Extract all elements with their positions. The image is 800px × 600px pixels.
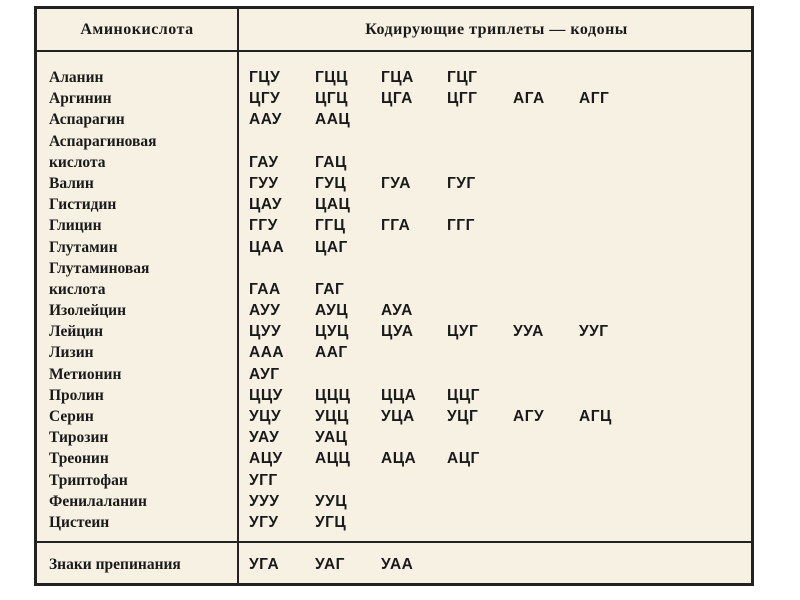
codon-list (249, 215, 513, 236)
amino-acid-name: Валин (49, 174, 94, 192)
codon: АГГ (579, 90, 610, 108)
amino-acid-name: Глутамин (49, 238, 118, 256)
codon: ЦУГ (447, 323, 479, 341)
codon-list (249, 152, 381, 173)
codon: АЦА (381, 450, 417, 468)
codon: УУЦ (315, 492, 348, 510)
codon: ЦАЦ (315, 196, 351, 214)
table-row (37, 448, 751, 469)
codon: ААЦ (315, 111, 351, 129)
codon-list (249, 364, 315, 385)
codon: ГЦЦ (315, 69, 348, 86)
codon: ЦЦГ (447, 386, 480, 404)
table-row (37, 67, 751, 88)
table-row (37, 194, 751, 215)
codon: УАУ (249, 429, 280, 447)
amino-acid-name: Аланин (49, 69, 104, 86)
codon-list (249, 448, 513, 469)
codon: ГУУ (249, 174, 279, 192)
codon: УЦУ (249, 408, 282, 425)
codon-list (249, 512, 381, 533)
codon: ЦУЦ (315, 323, 349, 341)
amino-acid-name: Глицин (49, 217, 102, 235)
codon: ЦЦЦ (315, 386, 351, 404)
codon: АУА (381, 302, 413, 320)
codon: ГУГ (447, 174, 476, 192)
amino-acid-name: Триптофан (49, 471, 128, 489)
codon: ААГ (315, 344, 348, 362)
codon: ЦЦА (381, 386, 417, 404)
codon: ГАЦ (315, 153, 347, 171)
codon: ЦАУ (249, 196, 283, 214)
codon: УУГ (579, 323, 609, 341)
amino-acid-name: Тирозин (49, 429, 109, 447)
codon: ЦАА (249, 238, 285, 256)
codon: АГА (513, 90, 545, 108)
amino-acid-name: Гистидин (49, 196, 117, 214)
amino-acid-name: кислота (49, 280, 106, 298)
codon: УУА (513, 323, 544, 341)
codon: ГАГ (315, 280, 345, 298)
table-row (37, 173, 751, 194)
codon: АЦГ (447, 450, 480, 468)
codon-list (249, 173, 513, 194)
codon: УГЦ (315, 513, 347, 531)
header-divider (37, 50, 751, 52)
codon: ААА (249, 344, 285, 362)
codon: УУУ (249, 492, 280, 510)
stop-codon: УАГ (315, 556, 345, 573)
codon-list (249, 194, 381, 215)
table-row (37, 364, 751, 385)
table-row (37, 300, 751, 321)
table-row (37, 321, 751, 342)
amino-acid-name: Лизин (49, 344, 94, 362)
stop-codon: УАА (381, 556, 414, 573)
table-row (37, 491, 751, 512)
table-row (37, 406, 751, 427)
amino-acid-name: Цистеин (49, 513, 110, 531)
codon: ГУА (381, 174, 411, 192)
codon: ГЦУ (249, 69, 281, 86)
codon: АГУ (513, 408, 545, 425)
codon-list (249, 342, 381, 363)
stop-codon: УГА (249, 556, 280, 573)
codon: ЦГУ (249, 90, 281, 108)
codon: ЦГЦ (315, 90, 348, 108)
header-amino-acid: Аминокислота (80, 20, 194, 38)
codon: ЦГГ (447, 90, 478, 108)
codon-list (249, 88, 645, 109)
codon: АУЦ (315, 302, 349, 320)
table-row (37, 427, 751, 448)
codon: ГАА (249, 280, 281, 298)
codon-list (249, 321, 645, 342)
codon: ГГЦ (315, 217, 346, 235)
amino-acid-name: Лейцин (49, 323, 104, 341)
amino-acid-name: Метионин (49, 365, 122, 383)
codon: УЦА (381, 408, 415, 425)
amino-acid-name: Серин (49, 408, 94, 425)
codon: ЦАГ (315, 238, 348, 256)
codon-list (249, 406, 645, 427)
codon: ЦУУ (249, 323, 282, 341)
table-row (37, 512, 751, 533)
codon: АГЦ (579, 408, 612, 425)
codon-list (249, 237, 381, 258)
table-row (37, 279, 751, 300)
table-row (37, 258, 751, 279)
codon-table (34, 6, 754, 586)
codon: УГУ (249, 513, 279, 531)
codon: УЦЦ (315, 408, 349, 425)
table-row (37, 470, 751, 491)
stop-codons-row (37, 545, 751, 587)
stop-codons-list (249, 545, 447, 585)
table-row (37, 131, 751, 152)
codon: ГЦГ (447, 69, 478, 86)
codon-list (249, 300, 447, 321)
amino-acid-name: Фенилаланин (49, 492, 147, 510)
table-row (37, 109, 751, 130)
header-codons: Кодирующие триплеты — кодоны (365, 20, 628, 38)
amino-acid-name: Пролин (49, 386, 104, 404)
amino-acid-name: кислота (49, 153, 106, 171)
amino-acid-name: Аспарагин (49, 111, 125, 129)
amino-acid-name: Глутаминовая (49, 259, 150, 277)
codon: ЦУА (381, 323, 414, 341)
codon: ГГГ (447, 217, 475, 235)
codon-list (249, 427, 381, 448)
amino-acid-name: Аспарагиновая (49, 132, 157, 150)
table-row (37, 237, 751, 258)
codon: АУУ (249, 302, 281, 320)
codon: ГАУ (249, 153, 279, 171)
codon: ГГА (381, 217, 411, 235)
table-row (37, 342, 751, 363)
amino-acid-name: Треонин (49, 450, 109, 468)
codon: ГУЦ (315, 174, 347, 192)
codon: АУГ (249, 365, 280, 383)
table-row (37, 88, 751, 109)
codon: АЦЦ (315, 450, 351, 468)
amino-acid-name: Изолейцин (49, 302, 127, 320)
codon: УГГ (249, 471, 278, 489)
codon: ЦЦУ (249, 386, 283, 404)
codon: ГГУ (249, 217, 278, 235)
codon-list (249, 385, 513, 406)
codon: ЦГА (381, 90, 413, 108)
amino-acid-name: Аргинин (49, 90, 112, 108)
table-row (37, 385, 751, 406)
codon: УЦГ (447, 408, 479, 425)
codon-list (249, 279, 381, 300)
codon-list (249, 491, 381, 512)
stop-codons-label: Знаки препинания (49, 556, 181, 573)
codon-list (249, 67, 513, 88)
table-row (37, 215, 751, 236)
table-body (37, 67, 751, 533)
codon-list (249, 470, 315, 491)
table-row (37, 152, 751, 173)
codon: ААУ (249, 111, 282, 129)
codon: АЦУ (249, 450, 283, 468)
codon-list (249, 109, 381, 130)
footer-divider (37, 541, 751, 543)
codon: ГЦА (381, 69, 414, 86)
codon: УАЦ (315, 429, 348, 447)
